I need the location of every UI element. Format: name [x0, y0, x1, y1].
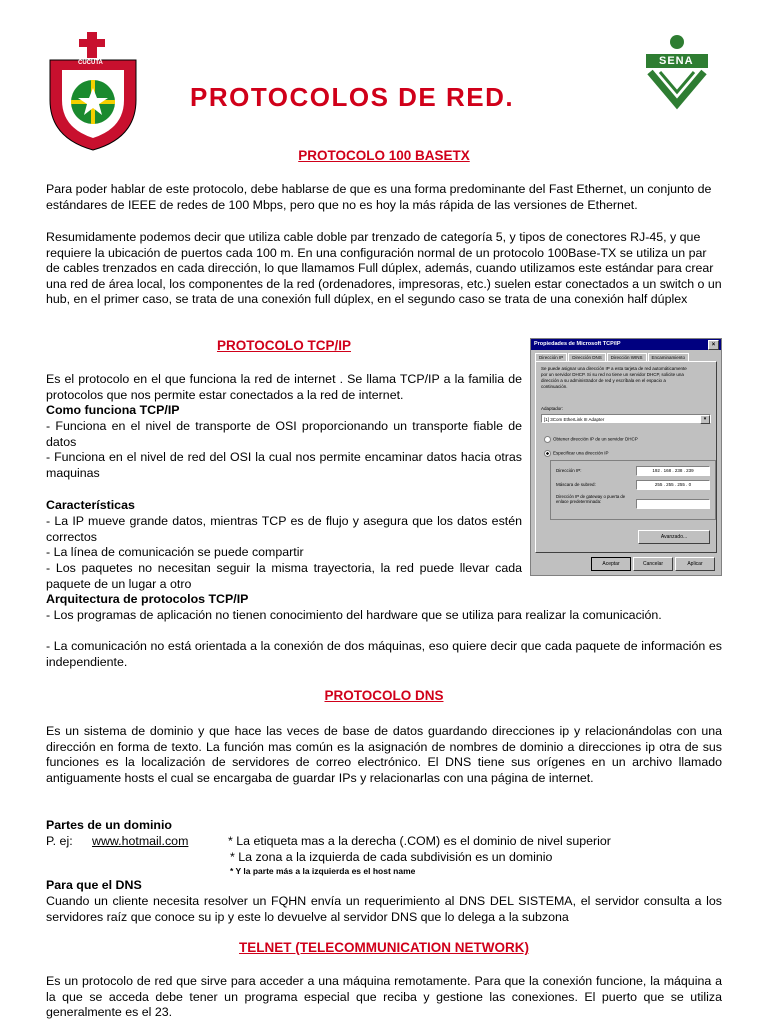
- mask-field: 255 . 255 . 255 . 0: [636, 480, 710, 490]
- ok-button: Aceptar: [591, 557, 631, 571]
- dialog-panel: [535, 361, 717, 553]
- radio-static: [544, 450, 609, 457]
- section-title-telnet: TELNET (TELECOMMUNICATION NETWORK): [239, 940, 529, 955]
- sena-logo: [638, 30, 716, 110]
- dialog-description: Se puede asignar una dirección IP a esta tarjeta de red automáticamente por un servidor DHCP. Si su red no tiene un servidor DHCP, solicite una dirección a su administrador de red y escríbala en el espacio a continuación.: [541, 366, 687, 389]
- radio-static-label: Especificar una dirección IP: [553, 450, 609, 456]
- tcpip-char-1: - La IP mueve grande datos, mientras TCP es de flujo y asegura que los datos estén correctos: [46, 514, 522, 544]
- gateway-field: [636, 499, 710, 509]
- tcpip-arch-title: Arquitectura de protocolos TCP/IP: [46, 592, 249, 606]
- dns-paragraph: Es un sistema de dominio y que hace las veces de base de datos guardando direcciones ip y relacionándolas con una dirección en forma de texto. La función mas común es la asignación de nombres de dominio a direcciones ip otra de sus funciones es la localización de servidores de correo electrónico. El DNS tiene sus orígenes en un archivo llamado antiguamente hosts el cual se encargaba de guardar IPs y relacionarlas con una página de internet.: [46, 724, 722, 785]
- mask-label: Máscara de subred:: [556, 482, 596, 487]
- apply-button: Aplicar: [675, 557, 715, 571]
- tab-wins: Dirección WINS: [607, 353, 647, 361]
- tcpip-how-title: Como funciona TCP/IP: [46, 403, 180, 417]
- adapter-value: [1] 3Com EtherLink III Adapter: [544, 417, 605, 422]
- tab-dns: Dirección DNS: [568, 353, 606, 361]
- dns-why-title: Para que el DNS: [46, 878, 142, 892]
- dns-parts-title: Partes de un dominio: [46, 818, 172, 832]
- ip-label: Dirección IP:: [556, 468, 582, 473]
- dns-part-3: * Y la parte más a la izquierda es el host name: [230, 866, 416, 876]
- hotmail-link[interactable]: www.hotmail.com: [92, 834, 189, 848]
- gateway-label: Dirección IP de gateway o puerta de enlace predeterminada:: [556, 494, 626, 504]
- radio-selected-icon: [544, 450, 551, 457]
- telnet-paragraph: Es un protocolo de red que sirve para acceder a una máquina remotamente. Para que la conexión funcione, la máquina a la que se acceda debe tener un programa especial que reciba y gestione las conexiones. El puerto que se utiliza generalmente es el 23.: [46, 974, 722, 1020]
- radio-icon: [544, 436, 551, 443]
- section-title-dns: PROTOCOLO DNS: [324, 688, 444, 703]
- cancel-button: Cancelar: [633, 557, 673, 571]
- dns-part-1: * La etiqueta mas a la derecha (.COM) es el dominio de nivel superior: [228, 834, 611, 848]
- tcpip-arch-2: - La comunicación no está orientada a la conexión de dos máquinas, eso quiere decir que cada paquete de información es independiente.: [46, 639, 722, 669]
- dns-example-prefix: P. ej:: [46, 834, 73, 848]
- chevron-down-icon: ▾: [700, 415, 710, 424]
- tcpip-char-title: Características: [46, 498, 135, 512]
- radio-dhcp: [544, 436, 638, 443]
- tab-ip: Dirección IP: [535, 353, 567, 361]
- section-title-basetx: PROTOCOLO 100 BASETX: [298, 148, 470, 163]
- close-icon: ×: [708, 340, 719, 350]
- tcpip-char-2: - La línea de comunicación se puede compartir: [46, 545, 304, 559]
- logo-top-text: CUCUTA: [78, 60, 103, 66]
- basetx-paragraph-2: Resumidamente podemos decir que utiliza cable doble par trenzado de categoría 5, y tipos de conectores RJ-45, y que requiere la ubicación de puertos cada 100 m. En una configuración normal de un protocolo 100Base-TX se utiliza un par de cables trenzados en cada dirección, lo que llamamos Full dúplex, además, cuando utilizamos este estándar para crear una red de área local, los componentes de la red (ordenadores, impresoras, etc.) suelen estar conectados a un switch o un hub, en el primer caso, se trata de una conexión full dúplex, en el segundo caso se trata de una conexión half dúplex: [46, 230, 722, 307]
- dialog-title: Propiedades de Microsoft TCP/IP: [534, 341, 621, 347]
- page-title: PROTOCOLOS DE RED.: [190, 82, 515, 112]
- tcpip-arch-1: - Los programas de aplicación no tienen conocimiento del hardware que se utiliza para realizar la comunicación.: [46, 608, 662, 622]
- tcpip-char-3: - Los paquetes no necesitan seguir la misma trayectoria, la red puede llevar cada paquete de un lugar a otro: [46, 561, 522, 591]
- adapter-select: [541, 414, 711, 423]
- tcpip-how-1: - Funciona en el nivel de transporte de OSI proporcionando un transporte fiable de datos: [46, 419, 522, 449]
- sena-text: SENA: [659, 55, 694, 67]
- dns-part-2: * La zona a la izquierda de cada subdivisión es un dominio: [230, 850, 553, 864]
- tcpip-intro: Es el protocolo en el que funciona la red de internet . Se llama TCP/IP a la familia de protocolos que nos permite estar conectados a la red de internet.: [46, 372, 522, 402]
- section-title-tcpip: PROTOCOLO TCP/IP: [216, 338, 351, 353]
- tcpip-how-2: - Funciona en el nivel de red del OSI la cual nos permite encaminar datos hacia otras maquinas: [46, 450, 522, 480]
- dns-why-text: Cuando un cliente necesita resolver un FQHN envía un requerimiento al DNS DEL SISTEMA, el servidor consulta a los servidores raíz que conoce su ip y este lo devuelve al servidor DNS que lo delega a la subzona: [46, 894, 722, 924]
- dialog-title-bar: [531, 339, 721, 350]
- radio-dhcp-label: Obtener dirección IP de un servidor DHCP: [553, 436, 638, 442]
- tcpip-properties-screenshot: [530, 338, 722, 576]
- advanced-button: Avanzado...: [638, 530, 710, 544]
- adapter-label: Adaptador:: [541, 406, 564, 411]
- tab-routing: Encaminamiento: [648, 353, 690, 361]
- ip-field: 192 . 168 . 238 . 239: [636, 466, 710, 476]
- basetx-paragraph-1: Para poder hablar de este protocolo, debe hablarse de que es una forma predominante del Fast Ethernet, un conjunto de estándares de IEEE de redes de 100 Mbps, pero que no es hoy la más rápida de las versiones de Ethernet.: [46, 182, 712, 212]
- school-logo: [44, 30, 142, 152]
